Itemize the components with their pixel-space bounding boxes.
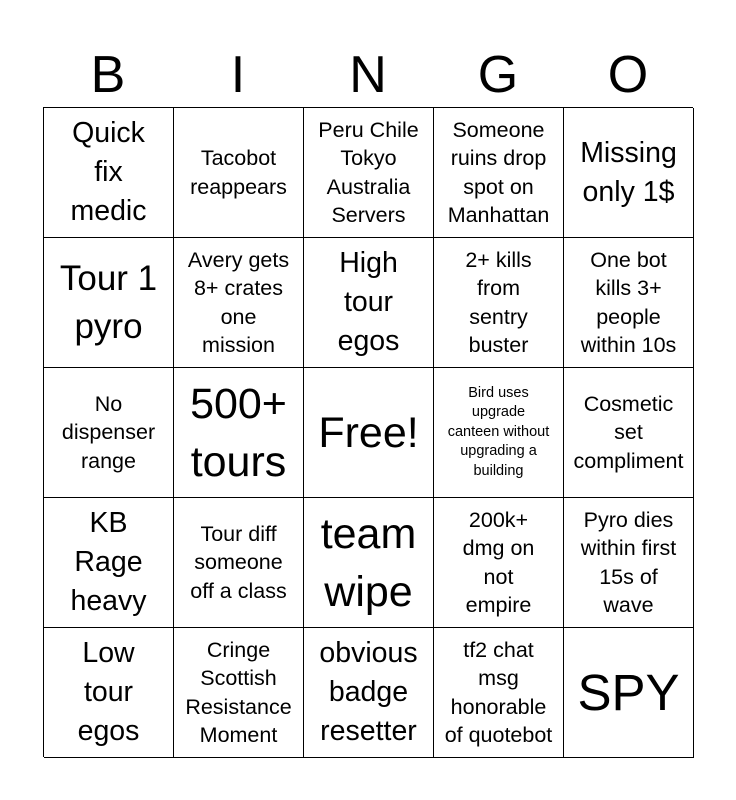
cell-text: Cringe Scottish Resistance Moment: [185, 637, 292, 747]
header-letter-o: O: [607, 46, 649, 104]
bingo-cell-r4c5[interactable]: [564, 498, 694, 628]
bingo-grid: [43, 107, 693, 757]
bingo-cell-r2c2[interactable]: [174, 238, 304, 368]
cell-text: One bot kills 3+ people within 10s: [580, 247, 677, 357]
cell-text: Tour diff someone off a class: [190, 521, 287, 603]
bingo-cell-r5c4[interactable]: [434, 628, 564, 758]
bingo-cell-r2c4[interactable]: [434, 238, 564, 368]
cell-text: Pyro dies within first 15s of wave: [580, 507, 677, 617]
bingo-cell-r4c2[interactable]: [174, 498, 304, 628]
bingo-cell-r1c2[interactable]: [174, 108, 304, 238]
cell-text: Bird uses upgrade canteen without upgrading a building: [447, 384, 550, 479]
bingo-cell-r3c5[interactable]: [564, 368, 694, 498]
header-letter-b: B: [90, 46, 126, 104]
bingo-cell-r5c2[interactable]: [174, 628, 304, 758]
bingo-cell-r4c1[interactable]: [44, 498, 174, 628]
cell-text: Avery gets 8+ crates one mission: [187, 247, 290, 357]
cell-text: 2+ kills from sentry buster: [465, 247, 532, 357]
bingo-cell-free[interactable]: [304, 368, 434, 498]
bingo-header: [43, 44, 693, 106]
bingo-cell-r2c1[interactable]: [44, 238, 174, 368]
bingo-cell-r3c2[interactable]: [174, 368, 304, 498]
bingo-cell-r5c5[interactable]: [564, 628, 694, 758]
header-letter-g: G: [477, 46, 519, 104]
bingo-cell-r1c3[interactable]: [304, 108, 434, 238]
cell-text: Tour 1 pyro: [59, 258, 158, 346]
cell-text: 200k+ dmg on not empire: [462, 507, 535, 617]
header-letter-n: N: [349, 46, 387, 104]
cell-text: No dispenser range: [61, 391, 156, 473]
bingo-cell-r2c5[interactable]: [564, 238, 694, 368]
bingo-cell-r1c4[interactable]: [434, 108, 564, 238]
cell-text: 500+ tours: [190, 379, 287, 486]
cell-text: team wipe: [320, 509, 417, 616]
bingo-cell-r3c4[interactable]: [434, 368, 564, 498]
bingo-cell-r4c4[interactable]: [434, 498, 564, 628]
cell-text: High tour egos: [337, 247, 400, 357]
header-letter-i: I: [230, 46, 246, 104]
bingo-cell-r1c1[interactable]: [44, 108, 174, 238]
cell-text: Low tour egos: [77, 637, 140, 747]
cell-text: Free!: [318, 408, 419, 457]
bingo-cell-r5c3[interactable]: [304, 628, 434, 758]
cell-text: Peru Chile Tokyo Australia Servers: [318, 117, 419, 227]
cell-text: Cosmetic set compliment: [573, 391, 684, 473]
cell-text: Tacobot reappears: [190, 146, 287, 199]
cell-text: KB Rage heavy: [70, 507, 147, 617]
cell-text: SPY: [577, 663, 680, 721]
bingo-cell-r4c3[interactable]: [304, 498, 434, 628]
cell-text: obvious badge resetter: [319, 637, 418, 747]
cell-text: Quick fix medic: [70, 117, 147, 227]
bingo-cell-r5c1[interactable]: [44, 628, 174, 758]
cell-text: Someone ruins drop spot on Manhattan: [447, 117, 550, 227]
cell-text: tf2 chat msg honorable of quotebot: [444, 637, 553, 747]
bingo-cell-r2c3[interactable]: [304, 238, 434, 368]
bingo-cell-r1c5[interactable]: [564, 108, 694, 238]
bingo-cell-r3c1[interactable]: [44, 368, 174, 498]
cell-text: Missing only 1$: [580, 136, 677, 208]
